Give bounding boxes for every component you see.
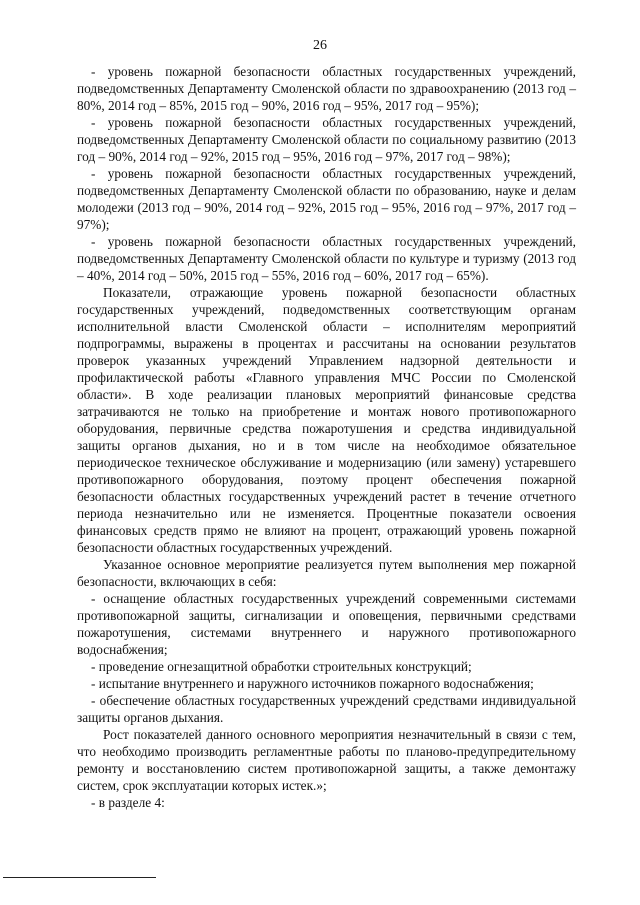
list-item-healthcare-safety: - уровень пожарной безопасности областных государственных учреждений, подведомственных Департаменту Смоленской области по здравоохранению (2013 год – 80%, 2014 год – 85%, 2015 год – 90%, 2016 год – 95%, 2017 год – 95%); (77, 64, 576, 113)
list-item-equipment: - оснащение областных государственных учреждений современными системами противопожарной защиты, сигнализации и оповещения, первичными средствами пожаротушения, системами внутреннего и наружного противопожарного водоснабжения; (77, 591, 576, 657)
list-item-section-4: - в разделе 4: (91, 795, 165, 810)
page-number: 26 (313, 38, 327, 53)
list-item-education-safety: - уровень пожарной безопасности областных государственных учреждений, подведомственных Департаменту Смоленской области по образованию, науке и делам молодежи (2013 год – 90%, 2014 год – 92%, 2015 год – 95%, 2016 год – 97%, 2017 год – 97%); (77, 166, 576, 232)
list-item-testing: - испытание внутреннего и наружного источников пожарного водоснабжения; (91, 676, 534, 691)
paragraph-growth: Рост показателей данного основного мероприятия незначительный в связи с тем, что необходимо производить регламентные работы по планово-предупредительному ремонту и восстановлению систем противопожарной защиты, а также демонтажу систем, срок эксплуатации которых истек.»; (77, 727, 576, 793)
list-item-culture-safety: - уровень пожарной безопасности областных государственных учреждений, подведомственных Департаменту Смоленской области по культуре и туризму (2013 год – 40%, 2014 год – 50%, 2015 год – 55%, 2016 год – 60%, 2017 год – 65%). (77, 234, 576, 283)
list-item-respiratory: - обеспечение областных государственных учреждений средствами индивидуальной защиты органов дыхания. (77, 693, 576, 725)
list-item-fireproofing: - проведение огнезащитной обработки строительных конструкций; (91, 659, 472, 674)
footnote-divider (3, 877, 156, 878)
paragraph-indicators: Показатели, отражающие уровень пожарной безопасности областных государственных учреждений, подведомственных соответствующим органам исполнительной власти Смоленской области – исполнителям мероприятий подпрограммы, выражены в процентах и рассчитаны на основании результатов проверок указанных учреждений Управлением надзорной деятельности и профилактической работы «Главного управления МЧС России по Смоленской области». В ходе реализации плановых мероприятий финансовые средства затрачиваются не только на приобретение и монтаж нового противопожарного оборудования, первичные средства пожаротушения и средства индивидуальной защиты органов дыхания, но и в том числе на необходимое обязательное периодическое техническое обслуживание и модернизацию (или замену) устаревшего противопожарного оборудования, поэтому процент обеспечения пожарной безопасности областных государственных учреждений растет в течение отчетного периода незначительно или не изменяется. Процентные показатели освоения финансовых средств прямо не влияют на процент, отражающий уровень пожарной безопасности областных государственных учреждений. (77, 285, 576, 555)
document-body (77, 63, 576, 811)
list-item-social-safety: - уровень пожарной безопасности областных государственных учреждений, подведомственных Департаменту Смоленской области по социальному развитию (2013 год – 90%, 2014 год – 92%, 2015 год – 95%, 2016 год – 97%, 2017 год – 98%); (77, 115, 576, 164)
paragraph-main-measure: Указанное основное мероприятие реализуется путем выполнения мер пожарной безопасности, включающих в себя: (77, 557, 576, 589)
